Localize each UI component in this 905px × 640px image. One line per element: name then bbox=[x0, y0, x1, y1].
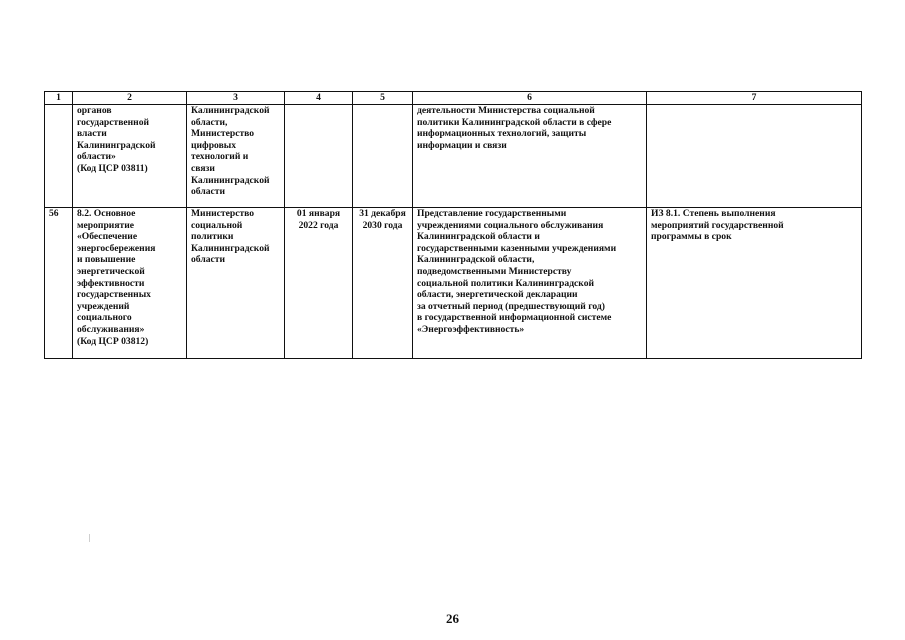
cell-line: 8.2. Основное bbox=[77, 208, 136, 219]
cell-line: 2030 года bbox=[362, 219, 403, 231]
table-row bbox=[45, 105, 862, 208]
column-header-4: 4 bbox=[285, 92, 353, 105]
cell-line: деятельности Министерства социальной bbox=[417, 105, 595, 116]
cell-line: Калининградской bbox=[77, 139, 156, 151]
table-cell bbox=[73, 208, 187, 359]
cell-line: органов bbox=[77, 105, 112, 116]
column-header-7: 7 bbox=[647, 92, 862, 105]
cell-line: (Код ЦСР 03812) bbox=[77, 335, 149, 347]
cell-line: энергетической bbox=[77, 265, 145, 277]
cell-line: социальной политики Калининградской bbox=[417, 277, 595, 289]
cell-line: учреждений bbox=[77, 300, 130, 312]
cell-line: связи bbox=[191, 162, 215, 174]
cell-line: цифровых bbox=[191, 139, 237, 151]
table-cell bbox=[45, 208, 73, 359]
cell-line: учреждениями социального обслуживания bbox=[417, 219, 604, 231]
scan-speck bbox=[89, 534, 90, 542]
table-cell bbox=[413, 105, 647, 208]
cell-line: информационных технологий, защиты bbox=[417, 128, 587, 140]
table-cell bbox=[413, 208, 647, 359]
cell-line: 56 bbox=[49, 208, 59, 219]
column-header-5: 5 bbox=[353, 92, 413, 105]
column-header-1: 1 bbox=[45, 92, 73, 105]
table-cell bbox=[353, 208, 413, 359]
cell-line: «Энергоэффективность» bbox=[417, 323, 525, 335]
page-number: 26 bbox=[446, 611, 459, 626]
cell-line: 01 января bbox=[296, 208, 341, 219]
cell-line: области, энергетической декларации bbox=[417, 289, 578, 301]
cell-line: программы в срок bbox=[651, 231, 732, 243]
column-header-6: 6 bbox=[413, 92, 647, 105]
cell-line: эффективности bbox=[77, 277, 145, 289]
cell-line: и повышение bbox=[77, 254, 136, 266]
cell-line: мероприятие bbox=[77, 219, 135, 231]
table-cell bbox=[285, 105, 353, 208]
cell-line: Калининградской области, bbox=[417, 254, 535, 266]
cell-line: в государственной информационной системе bbox=[417, 312, 612, 324]
cell-line: 2022 года bbox=[298, 219, 339, 231]
cell-line: политики Калининградской области в сфере bbox=[417, 116, 612, 128]
table-cell bbox=[45, 105, 73, 208]
table-row bbox=[45, 208, 862, 359]
cell-line: энергосбережения bbox=[77, 242, 156, 254]
table-cell bbox=[353, 105, 413, 208]
header-row bbox=[45, 92, 862, 105]
cell-line: области bbox=[191, 254, 226, 266]
column-header-3: 3 bbox=[187, 92, 285, 105]
cell-line: политики bbox=[191, 231, 234, 243]
cell-line: Калининградской bbox=[191, 174, 270, 186]
cell-line: власти bbox=[77, 128, 107, 140]
cell-line: Калининградской области и bbox=[417, 231, 540, 243]
cell-line: информации и связи bbox=[417, 139, 507, 151]
document-table bbox=[44, 91, 862, 359]
cell-line: мероприятий государственной bbox=[651, 219, 784, 231]
cell-line: ИЗ 8.1. Степень выполнения bbox=[651, 208, 776, 219]
cell-line: государственных bbox=[77, 289, 151, 301]
cell-line: 31 декабря bbox=[359, 208, 406, 219]
cell-line: государственными казенными учреждениями bbox=[417, 242, 617, 254]
cell-line: обслуживания» bbox=[77, 323, 145, 335]
cell-line: области bbox=[191, 186, 226, 198]
table-cell bbox=[647, 105, 862, 208]
cell-line: Представление государственными bbox=[417, 208, 567, 219]
cell-line: социальной bbox=[191, 219, 243, 231]
cell-line: области, bbox=[191, 116, 228, 128]
cell-line: подведомственными Министерству bbox=[417, 265, 572, 277]
table-cell bbox=[187, 105, 285, 208]
cell-line: социального bbox=[77, 312, 132, 324]
table-cell bbox=[647, 208, 862, 359]
cell-line: «Обеспечение bbox=[77, 231, 138, 243]
table-cell bbox=[73, 105, 187, 208]
cell-line: Министерство bbox=[191, 128, 255, 140]
column-header-2: 2 bbox=[73, 92, 187, 105]
cell-line: Калининградской bbox=[191, 242, 270, 254]
cell-line: Министерство bbox=[191, 208, 255, 219]
cell-line: государственной bbox=[77, 116, 150, 128]
cell-line: (Код ЦСР 03811) bbox=[77, 162, 148, 174]
table-cell bbox=[187, 208, 285, 359]
cell-line: области» bbox=[77, 151, 116, 163]
cell-line: за отчетный период (предшествующий год) bbox=[417, 300, 605, 312]
table-cell bbox=[285, 208, 353, 359]
cell-line: Калининградской bbox=[191, 105, 270, 116]
cell-line: технологий и bbox=[191, 151, 249, 163]
